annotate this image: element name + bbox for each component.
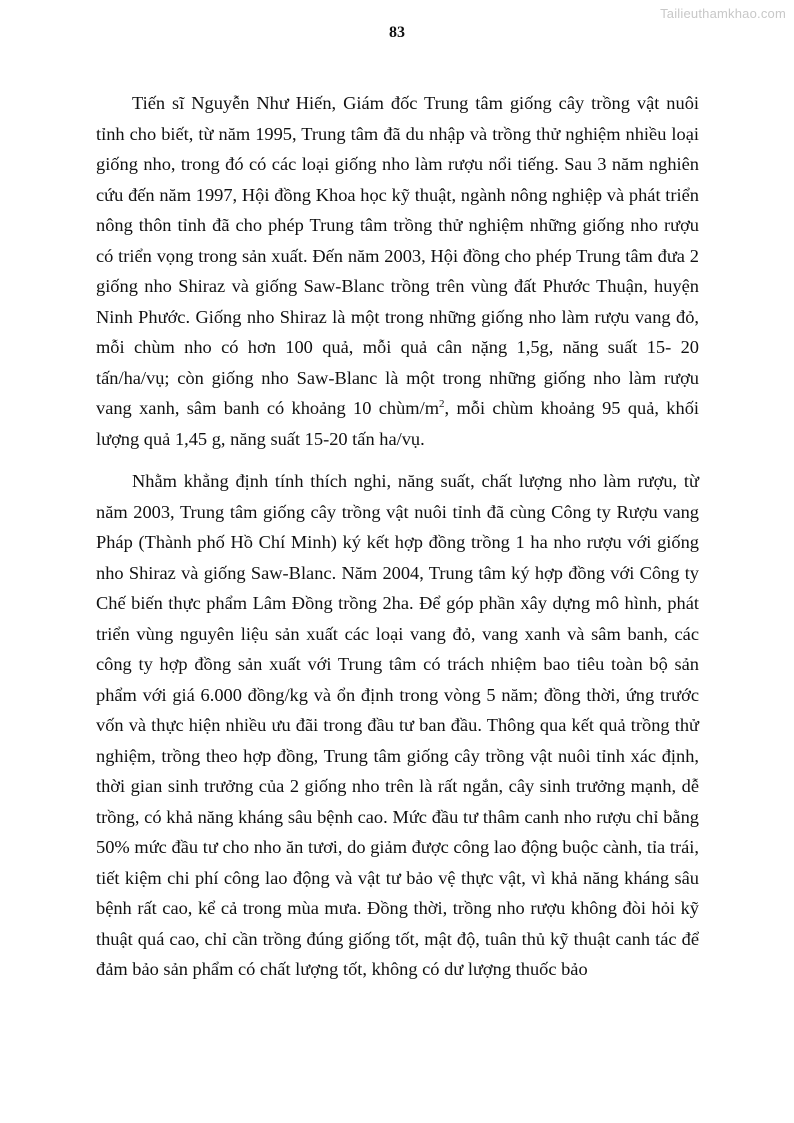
page-number: 83 [389, 24, 405, 41]
document-body [96, 88, 699, 985]
paragraph-1 [96, 88, 699, 454]
paragraph-2: Nhằm khẳng định tính thích nghi, năng suất, chất lượng nho làm rượu, từ năm 2003, Trung tâm giống cây trồng vật nuôi tỉnh đã cùng Công ty Rượu vang Pháp (Thành phố Hồ Chí Minh) ký kết hợp đồng trồng 1 ha nho rượu với giống nho Shiraz và giống Saw-Blanc. Năm 2004, Trung tâm ký hợp đồng với Công ty Chế biến thực phẩm Lâm Đồng trồng 2ha. Để góp phần xây dựng mô hình, phát triển vùng nguyên liệu sản xuất các loại vang đỏ, vang xanh và sâm banh, các công ty hợp đồng sản xuất với Trung tâm có trách nhiệm bao tiêu toàn bộ sản phẩm với giá 6.000 đồng/kg và ổn định trong vòng 5 năm; đồng thời, ứng trước vốn và thực hiện nhiều ưu đãi trong đầu tư ban đầu. Thông qua kết quả trồng thử nghiệm, trồng theo hợp đồng, Trung tâm giống cây trồng vật nuôi tỉnh xác định, thời gian sinh trưởng của 2 giống nho trên là rất ngắn, cây sinh trưởng mạnh, dễ trồng, có khả năng kháng sâu bệnh cao. Mức đầu tư thâm canh nho rượu chỉ bằng 50% mức đầu tư cho nho ăn tươi, do giảm được công lao động buộc cành, tỉa trái, tiết kiệm chi phí công lao động và vật tư bảo vệ thực vật, vì khả năng kháng sâu bệnh rất cao, kể cả trong mùa mưa. Đồng thời, trồng nho rượu không đòi hỏi kỹ thuật quá cao, chỉ cần trồng đúng giống tốt, mật độ, tuân thủ kỹ thuật canh tác để đảm bảo sản phẩm có chất lượng tốt, không có dư lượng thuốc bảo [96, 471, 699, 979]
superscript-squared: 2 [439, 397, 445, 410]
watermark: Tailieuthamkhao.com [660, 6, 786, 21]
paragraph-1-text: Tiến sĩ Nguyễn Như Hiến, Giám đốc Trung tâm giống cây trồng vật nuôi tỉnh cho biết, từ năm 1995, Trung tâm đã du nhập và trồng thử nghiệm nhiều loại giống nho, trong đó có các loại giống nho làm rượu nổi tiếng. Sau 3 năm nghiên cứu đến năm 1997, Hội đồng Khoa học kỹ thuật, ngành nông nghiệp và phát triển nông thôn tỉnh đã cho phép Trung tâm trồng thử nghiệm những giống nho rượu có triển vọng trong sản xuất. Đến năm 2003, Hội đồng cho phép Trung tâm đưa 2 giống nho Shiraz và giống Saw-Blanc trồng trên vùng đất Phước Thuận, huyện Ninh Phước. Giống nho Shiraz là một trong những giống nho làm rượu vang đỏ, mỗi chùm nho có hơn 100 quả, mỗi quả cân nặng 1,5g, năng suất 15- 20 tấn/ha/vụ; còn giống nho Saw-Blanc là một trong những giống nho làm rượu vang xanh, sâm banh có khoảng 10 chùm/m [96, 93, 699, 418]
paragraph-1-text-end: , mỗi chùm khoảng 95 quả, khối lượng quả 1,45 g, năng suất 15-20 tấn ha/vụ. [96, 398, 699, 449]
